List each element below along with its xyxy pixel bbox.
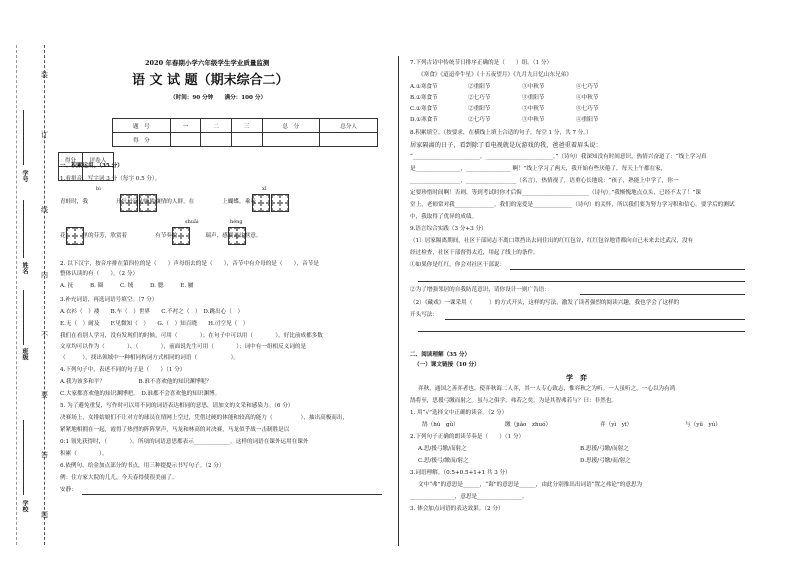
- school-label: 学校: [21, 500, 28, 512]
- question-2-options: A. 抚 B. 圈 C. 绒 D. 腮 E. 屬: [60, 283, 194, 289]
- question-7-option-cell: ④中秋节: [576, 95, 599, 101]
- question-7: 7.下列古诗中传统节日排序正确的是（ ）组。（1 分）: [410, 60, 553, 66]
- reading-question-1-item[interactable]: 与（yǔ yú）: [685, 422, 721, 428]
- reading-question-1: 1. 用“√”选择文中正确的读音。（2 分）: [410, 410, 508, 416]
- question-8-line-2: “________________________，________________________。”（诗句）我深知没有时间意识，热情兴奋道了：“线上学习真: [410, 154, 707, 160]
- reading-question-2-option[interactable]: A.思/援弓缴/而射之: [418, 446, 467, 452]
- question-2: 2. 以下汉字，按音序排在第四位的是（ ）声母组去的是（ ），音节中有介母的是（ ），音节是: [60, 261, 319, 267]
- question-6-example: 例：住方家大院的儿儿，今天春得使很美丽了。: [60, 475, 178, 481]
- question-5-line-1: 决赛场上，女排姑娘们不让对方的球员在情网上空过，凭借过硬的体能和较高的能力（ ），抽出高极而出，: [60, 415, 349, 421]
- question-9-c-line[interactable]: [445, 319, 745, 320]
- question-5-line-2: 紧紧地相拥在一起，霞得了热烈的阵阵掌声，马龙和林高的对决赛，马龙似乎战一击制胜是以: [60, 427, 290, 433]
- score-header-cell: 二: [201, 119, 232, 133]
- question-9-a-line-2[interactable]: [418, 281, 745, 282]
- name-field[interactable]: [23, 200, 24, 258]
- question-7-option-cell[interactable]: C.①寒食节: [410, 106, 438, 112]
- grader-reviewer-label: 评卷人: [82, 153, 113, 167]
- question-1: 1.看拼音，写字词 3 分（每字 0.5 分）。: [60, 176, 161, 182]
- question-9-c-cont: 开头写法：: [410, 312, 438, 318]
- reading-question-2-option[interactable]: B.思援/弓缴/而射之: [580, 446, 629, 452]
- question-2-cont: 整体认读的有（ ）。（2 分）: [60, 271, 139, 277]
- pinyin-4: héng: [230, 219, 243, 225]
- question-1-line-2: 花 里的芬芳，欣赏着 有节奏的 瑞声，感到无比惬意。: [60, 233, 262, 239]
- question-7-option-cell: ③中秋节: [522, 84, 545, 90]
- binding-char: 要: [41, 391, 48, 399]
- question-3-text-2: 文章均可以作为（ ）、（ ），前面说先生可用（ ）；词中有一组相反义词的是: [60, 344, 307, 350]
- reading-question-2-option[interactable]: C.思/援弓/缴而/射之: [418, 458, 469, 464]
- binding-cut-line: [44, 45, 45, 545]
- reading-question-2-option[interactable]: D.思援/弓缴/而/射之: [580, 458, 631, 464]
- school-field[interactable]: [23, 420, 24, 495]
- score-header-cell: 总分人: [320, 119, 378, 133]
- question-8-line-7: 中，我取得了优异的成绩。: [410, 214, 478, 220]
- binding-char: 内: [41, 271, 48, 279]
- passage-text-1: 弈秋，通国之善弈者也。使弈秋诲二人弈，其一人专心致志，惟弈秋之为听。一人虽听之，一心以为有鸿: [418, 386, 676, 392]
- question-7-option-cell[interactable]: A.①寒食节: [410, 84, 438, 90]
- class-field[interactable]: [23, 290, 24, 345]
- question-9-b: ②为了增强邻居的自我防范意识，请你设计一则广告语：: [410, 287, 550, 293]
- time-score: （时间：90 分钟 满分：100 分）: [170, 95, 267, 101]
- question-6-answer-line[interactable]: [82, 494, 382, 495]
- question-5-line-3: 0:1 领先获得时，（ ）。所项的词语意思都表示_____________。这样的词语在课外运用在课外: [60, 439, 309, 445]
- subject-title: 语 文 试 题（期末综合二）: [132, 73, 289, 88]
- score-table: [112, 118, 378, 147]
- question-7-poems: 《寒食》《迢迢牵牛星》《十五夜望月》《九月九日忆山东兄弟》: [418, 72, 572, 78]
- question-3-text-3: （ ），找出领域中一种相同构词方式相同的词语（ ）。: [60, 355, 239, 361]
- score-row-label: 得 分: [113, 133, 171, 147]
- score-cell[interactable]: [320, 133, 378, 147]
- binding-cut-line-outer: [16, 45, 17, 545]
- question-3-text-1: 我们在看别人学习，没有发现们的时候，可用（ ）；在句子中可以用（ ），好比前成都多数: [60, 333, 323, 339]
- pinyin-3: shuāi: [185, 219, 199, 225]
- seat-number-label: 学号: [21, 170, 28, 182]
- subsection-1-heading: （一）课文链接（10 分）: [414, 362, 480, 368]
- binding-char: 线: [41, 206, 48, 214]
- score-header-cell: 三: [231, 119, 262, 133]
- reading-question-3-line: 文中“弗”的意思是______，“诲”的意思是______，由此分别推出出词语“置之弗论”的意思为: [418, 482, 643, 488]
- question-9-a: ①如果你是红红，你会对社区干部说：: [410, 262, 506, 268]
- score-header-cell: 总 分: [262, 119, 320, 133]
- score-cell[interactable]: [170, 133, 201, 147]
- question-9-b-line[interactable]: [580, 294, 745, 295]
- question-9-passage-2: 经过检查，社区干部督得太近，用起了线上的条件。: [410, 250, 539, 256]
- question-9-c-line-2[interactable]: [418, 331, 745, 332]
- question-7-option-cell: ②七巧节: [468, 117, 491, 123]
- section-2-heading: 二、阅读理解（35 分）: [410, 352, 471, 358]
- question-6-answer-label: 安静：: [60, 487, 77, 493]
- reading-question-3-line-2: ________________，意思是________________。: [410, 494, 528, 500]
- char-box[interactable]: [271, 194, 289, 212]
- question-8-line-3: 是________________，________________ 啊！”线上学习了两天，我开始有些厌倦了，每天上午都在家，: [410, 166, 667, 172]
- reading-question-2: 2.下列句子正确的朗读节奏是（ ）（1 分）: [410, 434, 525, 440]
- column-divider: [398, 56, 399, 546]
- question-7-option-cell: ③重阳节: [522, 95, 545, 101]
- question-8-line-5: 定要珍惜时间啊！否则，等到考试时你才后悔________________________（诗句）。”我惭愧地点点头，已经不太了！”课: [410, 190, 701, 196]
- question-3-row-2: E.无（ ）耐及 F.见微知（ ） G.（ ）知百晓 H.司空见（ ）: [60, 321, 249, 327]
- section-1-heading: 一、积累运用。（35 分）: [60, 163, 123, 169]
- question-8-line-1: 居家隔离的日子，看到除了看电视就是玩游戏的我，爸爸重着眉头说：: [410, 142, 602, 149]
- question-3: 3.补充词语，再选词语号填空。（7 分）: [60, 297, 158, 303]
- reading-question-4: 3. 体会加点词语的表达效果。（2 分）: [410, 506, 504, 512]
- binding-char: 答: [41, 451, 48, 459]
- question-7-option-cell: ④七巧节: [576, 106, 599, 112]
- reading-question-1-item[interactable]: 缴（jiǎo zhuó）: [505, 422, 552, 428]
- binding-char: 订: [41, 131, 48, 139]
- seat-number-field[interactable]: [23, 110, 24, 165]
- question-5: 5. 为了避免重复，写作时可以用不同的词语表达相同的意思，请加文的文采和感染力。（6 分）: [60, 403, 294, 409]
- score-header-cell: 一: [170, 119, 201, 133]
- question-9-c: （2）《藏戏》一课采用（ ）的方式开头，这样的写法，激发了读者强烈的阅读兴趣，我也学会了这样的: [410, 300, 680, 306]
- question-4-options-cd: C.大家都喜欢他的知识渊博吧。 D.谁都不会喜欢他的知识渊博。: [60, 391, 221, 397]
- binding-char: 不: [41, 331, 48, 339]
- question-7-option-cell: ③中秋节: [522, 117, 545, 123]
- question-4: 4.下列句子中，表述不同的句子是（ ）（1 分）: [60, 367, 186, 373]
- score-cell[interactable]: [201, 133, 232, 147]
- reading-question-3: 3.词语理解。（0.5+0.5+1+1 共 3 分）: [410, 470, 511, 476]
- question-4-options-ab: A.我为该多和平？ B.谁不喜欢他的知识渊博呢？: [60, 379, 212, 385]
- question-7-option-cell: ③中秋节: [522, 106, 545, 112]
- class-label: 班级: [21, 348, 28, 360]
- pinyin-2: xī: [262, 186, 267, 192]
- question-7-option-cell[interactable]: D.①寒食节: [410, 117, 438, 123]
- question-8-line-6: 堂上，老师常对我______________。我们的宠爱是______________（诗句）的关怀，所以我们要为努力学习积和信心。要学后的测试: [410, 202, 735, 208]
- score-cell[interactable]: [262, 133, 320, 147]
- question-3-row-1: A.衣衫（ ）褛 B.车（ ）世界 C.不衬之（ ） D.跳出心（ ）: [60, 309, 244, 315]
- binding-char: 题: [41, 511, 48, 519]
- question-9-a-line[interactable]: [510, 269, 745, 270]
- question-9-passage-1: （1）居家隔离期间，社区干部同志不离口罩挡出去同住出的红红包谷，红红包谷地背都向自己未来去过武汉，没有: [410, 238, 694, 244]
- question-8-line-4: __________________，__________________（名言），热情视了，语重心长地说：“孩子，熟能上中学了，你一: [410, 178, 679, 184]
- question-7-option-cell[interactable]: B.①寒食节: [410, 95, 438, 101]
- question-7-option-cell: ②重阳节: [468, 106, 491, 112]
- exam-title: 2020 年春期小学六年级学生学业质量监测: [145, 59, 270, 67]
- question-9: 9.语言综合实践（3 分+3 分）: [410, 226, 487, 232]
- passage-title: 学 弈: [566, 373, 587, 382]
- score-cell[interactable]: [231, 133, 262, 147]
- binding-char: 装: [41, 71, 48, 79]
- question-7-option-cell: ④七巧节: [576, 84, 599, 90]
- question-5-line-4: 积累（ ）。: [60, 451, 108, 457]
- reading-question-1-item[interactable]: 鹄（hú gǔ）: [422, 422, 459, 428]
- question-7-option-cell: ②七巧节: [468, 95, 491, 101]
- question-6: 6.依例句，给金加点部分的书点，用三种提提示书写句子。（2 分）: [60, 463, 225, 469]
- question-7-option-cell: ④重阳节: [576, 117, 599, 123]
- reading-question-1-item[interactable]: 弈（yì yī）: [600, 422, 633, 428]
- score-header-label: 题 号: [113, 119, 171, 133]
- question-7-option-cell: ②重阳节: [468, 84, 491, 90]
- question-1-line-1: 青蛙时，我 开壮丹滴边厥熊镶情的人群，在 上蝴蝶，乘着: [60, 199, 256, 205]
- name-label: 姓名: [21, 262, 28, 274]
- passage-text-2: 鹄将至，思援弓缴而射之。虽与之俱学，弗若之矣。为是其智弗若与？曰：非然也。: [410, 398, 617, 404]
- grader-score-label: 得分: [59, 153, 83, 167]
- pinyin-1: bì: [96, 186, 101, 192]
- question-8: 8.积累填空。（按要求，在横线上填上合适的句子。每空 1 分，共 7 分。）: [410, 130, 592, 136]
